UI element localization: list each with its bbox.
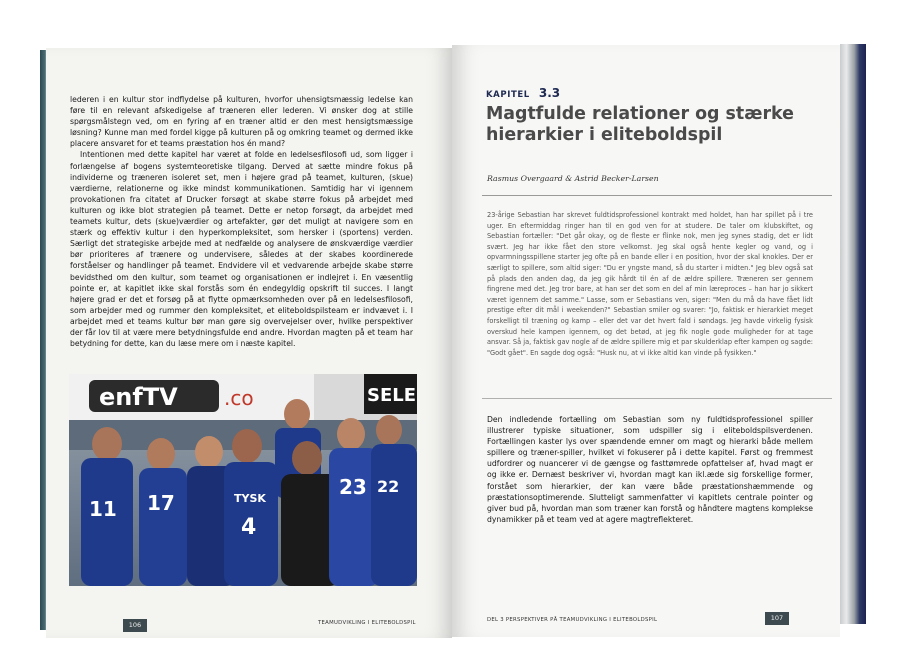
left-paragraph-2: Intentionen med dette kapitel har været at folde en ledelsesfilosofi ud, som ligger i forlængelse af bogens systemteoretiske tilgang. Derved at sætte mindre fokus på individerne og træneren isoleret set, men i højere grad på teamet, kulturen, (skue) værdierne, relationerne og ikke mindst kommunikationen. Samtidig har vi igennem provokationen fra citatet af Drucker forsøgt at skabe større fokus på arbejdet med kulturen og ikke blot strategien på teamet. Dette er netop forsøgt, da arbejdet med teamets kultur, dets (skue)værdier og artefakter, gør det muligt at navigere som en stærk og effektiv kultur i den hyperkompleksitet, som hersker i (sportens) verden. Særligt det strategiske arbejde med at nedfælde og analysere de ønskværdige værdier bør prioriteres af trænere og undervisere, således at der skabes koordinerede forståelser og handlinger på teamet. Endvidere vil et vedvarende arbejde skabe større bevidsthed om den kultur, som teamet og organisationen er indlejret i. En væsentlig pointe er, at kapitlet ikke skal forstås som én endegyldig opskrift til succes. I langt højere grad er det et forsøg på at flytte opmærksomheden over på en ledelsesfilosofi, som arbejder med og rummer den kompleksitet, et eliteboldspilsteam er indvævet i. I arbejdet med et teams kultur bør man gøre sig overvejelser over, hvilke perspektiver der får lov til at være mere betydningsfulde end andre. Hvordan magten på et team har betydning for dette, kan du læse mere om i næste kapitel. [70, 150, 413, 349]
right-book-edge [840, 44, 866, 624]
right-body-text [487, 414, 813, 525]
left-body-text [70, 94, 413, 349]
right-running-head: DEL 3 PERSPEKTIVER PÅ TEAMUDVIKLING I ELITEBOLDSPIL [487, 617, 658, 623]
handball-team-photo [69, 374, 417, 586]
banner-text-enftv: enfTV [99, 383, 178, 411]
intro-story [487, 210, 813, 358]
banner-text-suffix: .co [224, 386, 254, 410]
left-paragraph-1: lederen i en kultur stor indflydelse på kulturen, hvorfor uhensigtsmæssig ledelse kan føre til en relevant afskedigelse af træneren eller lederen. Vi ønsker dog at stille spørgsmålstegn ved, om en fyring af en træner altid er den mest hensigtsmæssige løsning? Kunne man med fordel kigge på kulturen på og omkring teamet og dermed ikke placere ansvaret for et teams præstation hos én mand? [70, 95, 413, 149]
chapter-label [486, 82, 560, 101]
jersey-brand: TYSK [234, 492, 266, 505]
left-running-head: TEAMUDVIKLING I ELITEBOLDSPIL [318, 620, 416, 626]
left-page-number: 106 [123, 619, 147, 632]
jersey-number-5: 22 [377, 477, 400, 496]
jersey-number-4: 23 [339, 475, 367, 499]
jersey-number-1: 11 [89, 497, 117, 521]
banner-text-sele: SELE [367, 385, 417, 406]
chapter-word: KAPITEL [486, 90, 530, 100]
right-paragraph-1: Den indledende fortælling om Sebastian som ny fuldtidsprofessionel spiller illustrerer typiske situationer, som udspiller sig i eliteboldspilsverdenen. Fortællingen kaster lys over spændende emner om magt og hierarki både mellem spillere og træner-spiller, hvilket vi fokuserer på i dette kapitel. Først og fremmest udfordrer og nuancerer vi de gængse og fasttømrede opfattelser af, hvad magt er og ikke er. Dernæst beskriver vi, hvordan magt kan ikl.æde sig forskellige former, forstået som hierarkier, der kan være både præstationshæmmende og præstationsoptimerende. Slutteligt sammenfatter vi kapitlets centrale pointer og giver bud på, hvordan man som træner kan forstå og håndtere magtens komplekse dynamikker på et team ved at agere magtreflekteret. [487, 415, 813, 524]
team-huddle-illustration [69, 374, 417, 586]
chapter-title: Magtfulde relationer og stærke hierarkier i eliteboldspil [486, 104, 794, 145]
section-divider [482, 398, 832, 399]
right-page-number: 107 [765, 612, 789, 625]
intro-paragraph: 23-årige Sebastian har skrevet fuldtidsprofessionel kontrakt med holdet, han har spillet på i tre uger. En eftermiddag ringer han til en god ven for at studere. De taler om klubskiftet, og Sebastian fortæller: "Det går okay, og de fleste er flinke nok, men jeg synes stadig, det er lidt svært. Jeg har ikke fået den store velkomst. Jeg skal også hente kegler og vand, og i opvarmningsspillene starter jeg ofte på en bande eller i en position, hvor der skal knokles. Der er særligt to spillere, som altid siger: "Du er yngste mand, så du starter i midten." Jeg blev også sat på plads den anden dag, da jeg gik hårdt til én af de ældre spillere. Træneren ser gennem fingrene med det. Jeg tror bare, at han ser det som en del af min læreproces – han har jo sikkert været igennem det samme." Lasse, som er Sebastians ven, siger: "Men du må da have fået lidt prestige efter dit mål i weekenden?" Sebastian smiler og svarer: "Jo, faktisk er hierarkiet meget forskelligt til træning og kamp – eller det var det hvert fald i søndags. Jeg havde virkelig fysisk overskud hele kampen igennem, og det betød, at jeg fik nogle gode muligheder for at tage ansvar. Så ja, faktisk gav nogle af de ældre spillere mig et par skulderklap efter kampen og sagde: "Godt gået". En sagde dog også: "Husk nu, at vi ikke altid kan vinde på fysikken." [487, 211, 813, 357]
jersey-number-2: 17 [147, 491, 175, 515]
chapter-number: 3.3 [538, 86, 561, 100]
title-divider [482, 195, 832, 196]
chapter-authors: Rasmus Overgaard & Astrid Becker-Larsen [487, 174, 659, 183]
jersey-number-3: 4 [241, 515, 257, 540]
